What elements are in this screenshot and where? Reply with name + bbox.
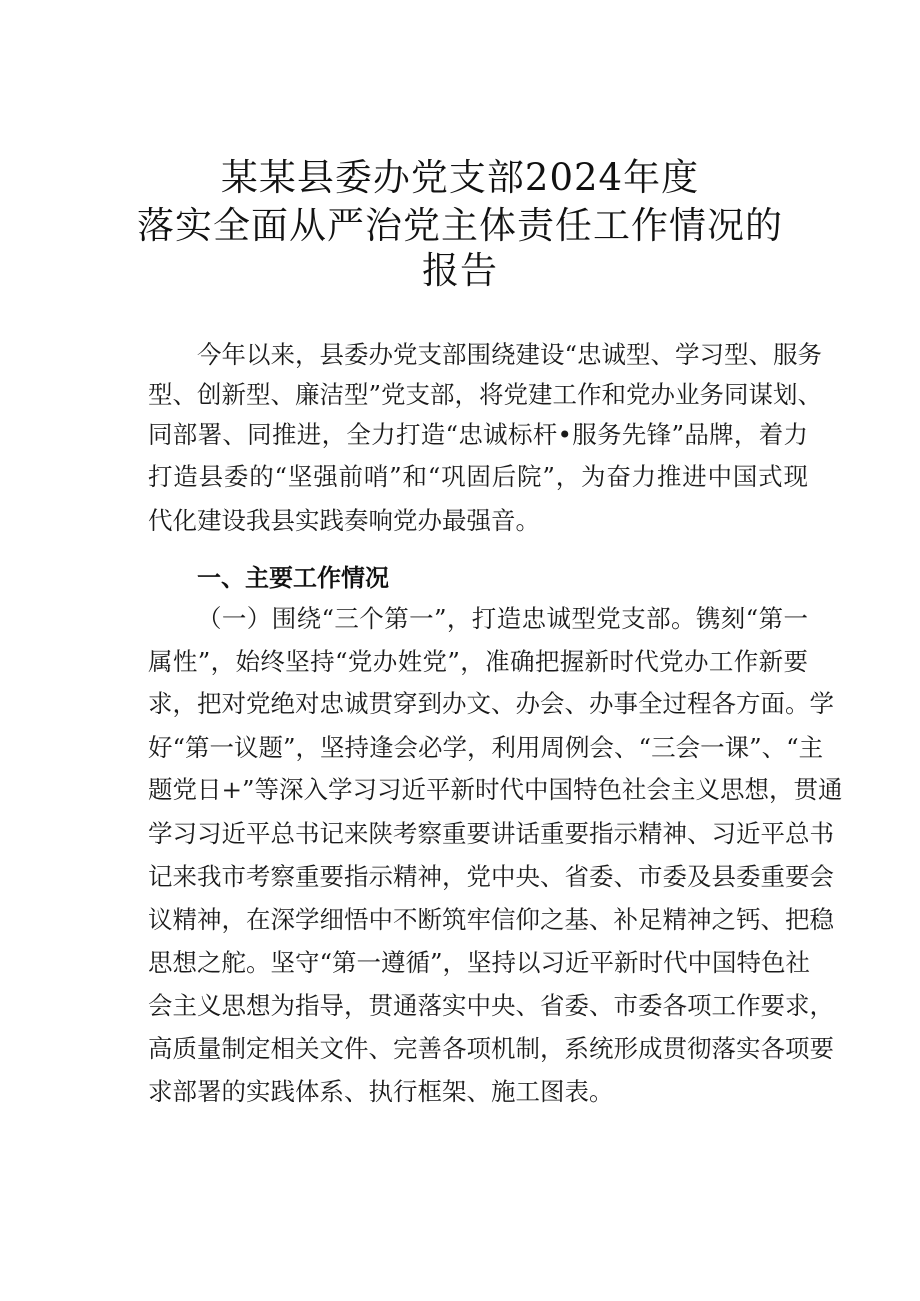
paragraph-line: 记来我市考察重要指示精神，党中央、省委、市委及县委重要会 — [148, 862, 834, 891]
paragraph-line: 打造县委的“坚强前哨”和“巩固后院”，为奋力推进中国式现 — [148, 462, 808, 491]
paragraph-line: 代化建设我县实践奏响党办最强音。 — [148, 506, 540, 535]
paragraph-line: 好“第一议题”，坚持逢会必学，利用周例会、“三会一课”、“主 — [148, 733, 824, 762]
document-title-line-2: 落实全面从严治党主体责任工作情况的 — [137, 204, 783, 247]
paragraph-line: 今年以来，县委办党支部围绕建设“忠诚型、学习型、服务 — [197, 340, 823, 369]
paragraph-line: 学习习近平总书记来陕考察重要讲话重要指示精神、习近平总书 — [148, 819, 834, 848]
paragraph-line: （一）围绕“三个第一”，打造忠诚型党支部。镌刻“第一 — [197, 604, 808, 633]
paragraph-line: 思想之舵。坚守“第一遵循”，坚持以习近平新时代中国特色社 — [148, 948, 811, 977]
paragraph-line: 会主义思想为指导，贯通落实中央、省委、市委各项工作要求， — [148, 991, 834, 1020]
paragraph-line: 同部署、同推进，全力打造“忠诚标杆•服务先锋”品牌，着力 — [148, 420, 808, 449]
paragraph-line: 求部署的实践体系、执行框架、施工图表。 — [148, 1077, 614, 1106]
section-heading: 一、主要工作情况 — [197, 564, 389, 592]
paragraph-line: 高质量制定相关文件、完善各项机制，系统形成贯彻落实各项要 — [148, 1034, 834, 1063]
paragraph-line: 型、创新型、廉洁型”党支部，将党建工作和党办业务同谋划、 — [148, 380, 823, 409]
document-title-line-3: 报告 — [422, 249, 498, 292]
paragraph-line: 议精神，在深学细悟中不断筑牢信仰之基、补足精神之钙、把稳 — [148, 905, 834, 934]
paragraph-line: 属性”，始终坚持“党办姓党”，准确把握新时代党办工作新要 — [148, 647, 808, 676]
paragraph-line: 题党日+”等深入学习习近平新时代中国特色社会主义思想，贯通 — [148, 775, 843, 804]
paragraph-line: 求，把对党绝对忠诚贯穿到办文、办会、办事全过程各方面。学 — [148, 689, 834, 718]
document-title-line-1: 某某县委办党支部2024年度 — [220, 156, 700, 199]
